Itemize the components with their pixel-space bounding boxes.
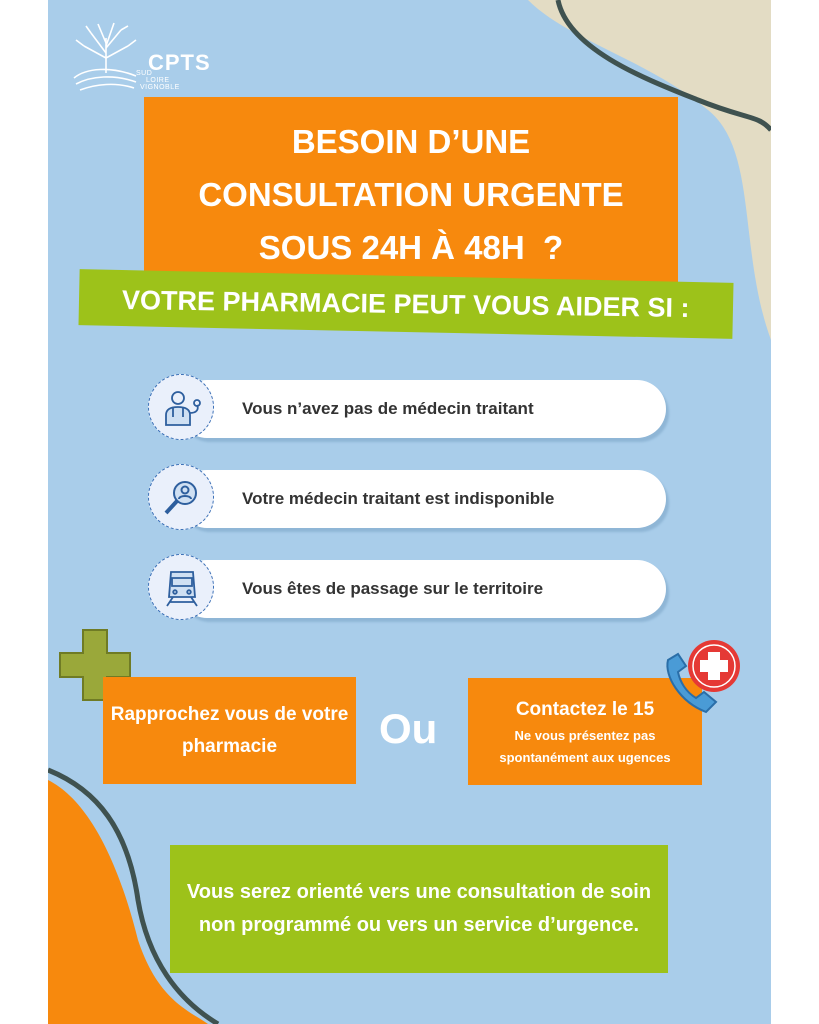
orientation-text: Vous serez orienté vers une consultation de soin non programmé ou vers un service d’urgence.: [186, 881, 652, 936]
condition-label: Vous êtes de passage sur le territoire: [242, 579, 544, 598]
separator-text: Ou: [379, 705, 438, 752]
logo-subtitle: [136, 70, 180, 91]
title-box: [144, 97, 678, 292]
condition-pill: [178, 470, 666, 528]
condition-pill: [178, 380, 666, 438]
emergency-phone-icon: [662, 636, 744, 718]
orientation-box: [170, 845, 668, 973]
cpts-logo: [66, 18, 236, 98]
condition-icon-circle: [148, 374, 214, 440]
pharmacy-option-box: [103, 677, 356, 784]
call-option-note: Ne vous présentez pas spontanément aux ugences: [499, 727, 671, 765]
logo-subtitle-line: VIGNOBLE: [140, 84, 180, 91]
title-line: BESOIN D’UNE: [291, 123, 531, 160]
logo-name: CPTS: [148, 50, 211, 75]
condition-icon-circle: [148, 464, 214, 530]
tree-hand-logo-icon: [66, 18, 146, 93]
train-icon: [161, 567, 203, 609]
doctor-stethoscope-icon: [161, 387, 203, 429]
condition-item: [148, 558, 668, 618]
condition-item: [148, 378, 668, 438]
condition-pill: [178, 560, 666, 618]
title-line: CONSULTATION URGENTE: [198, 176, 624, 213]
title-line: SOUS 24H À 48H ?: [258, 229, 564, 266]
condition-label: Vous n’avez pas de médecin traitant: [242, 399, 534, 418]
poster: [48, 0, 771, 1024]
logo-subtitle-line: SUD: [136, 70, 153, 77]
condition-item: [148, 468, 668, 528]
condition-label: Votre médecin traitant est indisponible: [242, 489, 555, 508]
banner-text: VOTRE PHARMACIE PEUT VOUS AIDER SI :: [122, 284, 690, 323]
call-option-label: Contactez le 15: [515, 698, 655, 720]
magnifier-person-icon: [161, 477, 203, 519]
logo-subtitle-line: LOIRE: [146, 77, 170, 84]
pharmacy-option-label: Rapprochez vous de votre pharmacie: [110, 703, 349, 757]
condition-icon-circle: [148, 554, 214, 620]
